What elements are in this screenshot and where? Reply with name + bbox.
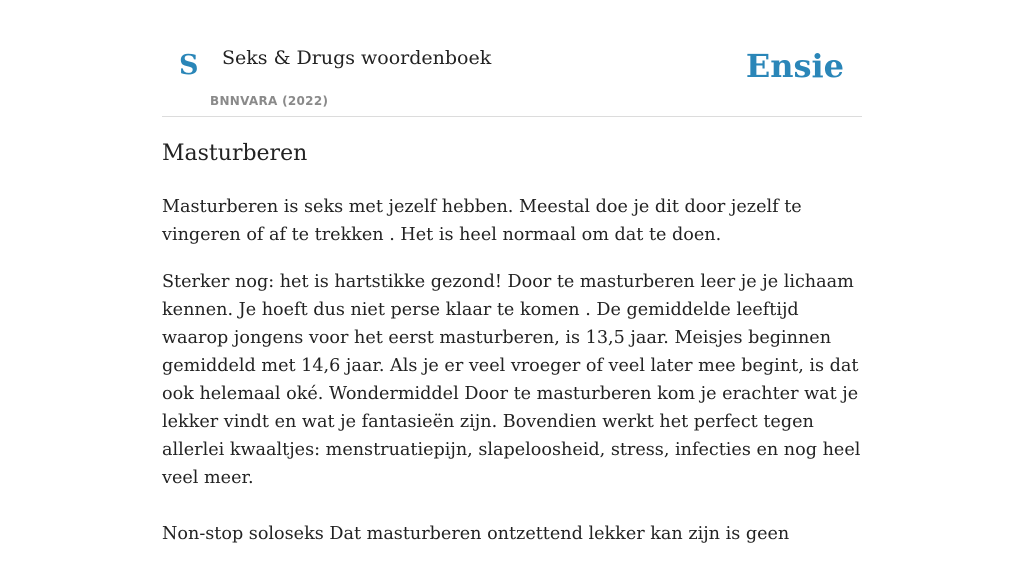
entry-paragraph: Masturberen is seks met jezelf hebben. Meestal doe je dit door jezelf te vingeren of af te trekken . Het is heel normaal om dat te doen. (162, 196, 802, 245)
entry-title: Masturberen (162, 141, 308, 166)
source-title-link[interactable]: Seks & Drugs woordenboek (222, 47, 492, 69)
entry-content (162, 139, 862, 567)
source-initial: S (179, 50, 199, 81)
source-publisher-year: BNNVARA (2022) (210, 94, 329, 108)
entry-paragraph: Sterker nog: het is hartstikke gezond! Door te masturberen leer je je lichaam kennen. Je hoeft dus niet perse klaar te komen . De gemiddelde leeftijd waarop jongens voor het eerst masturberen, is 13,5 jaar. Meisjes beginnen gemiddeld met 14,6 jaar. Als je er veel vroeger of veel later mee begint, is dat ook helemaal oké. Wondermiddel Door te masturberen kom je erachter wat je lekker vindt en wat je fantasieën zijn. Bovendien werkt het perfect tegen allerlei kwaaltjes: menstruatiepijn, slapeloosheid, stress, infecties en nog heel veel meer. (162, 271, 861, 488)
entry-paragraph: Non-stop soloseks Dat masturberen ontzettend lekker kan zijn is geen (162, 523, 790, 544)
source-header (162, 38, 862, 117)
ensie-logo-link[interactable]: Ensie (745, 47, 844, 85)
